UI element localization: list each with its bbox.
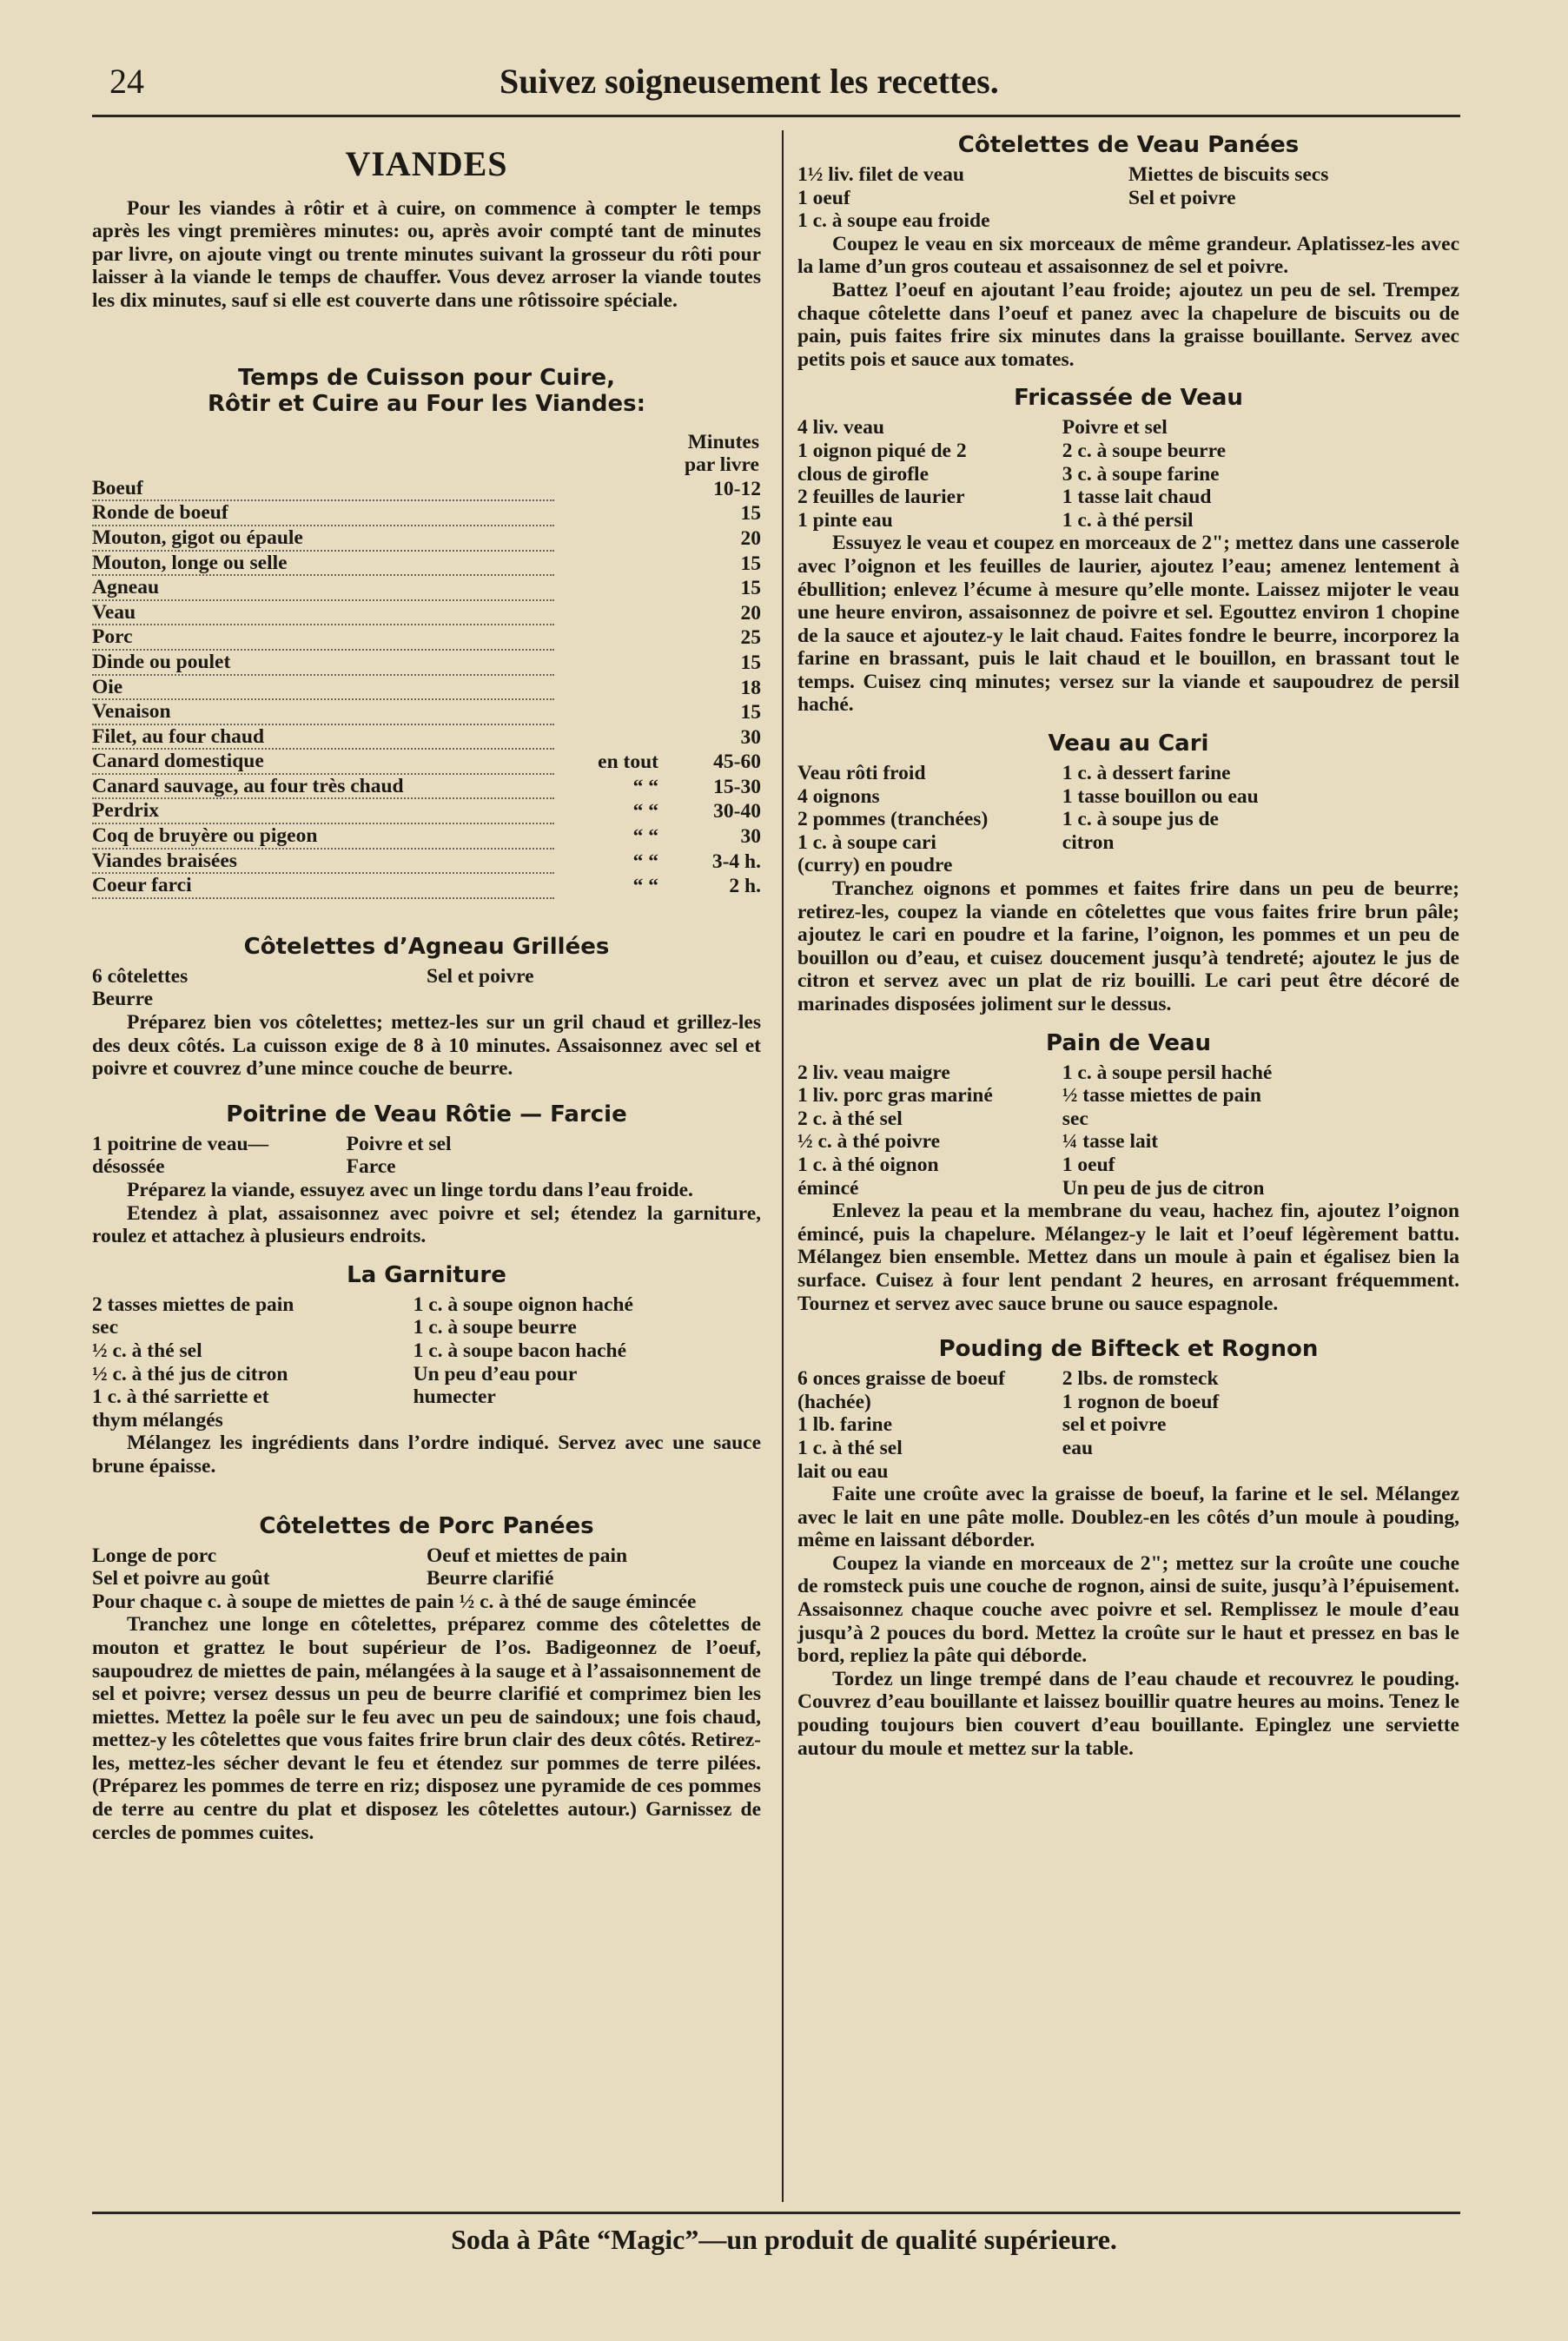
recipe-fricassee [797, 385, 1459, 717]
recipe-poitrine [92, 1101, 761, 1248]
meat-name: Coeur farci [92, 873, 554, 898]
recipe-title: Poitrine de Veau Rôtie — Farcie [226, 1101, 627, 1128]
ingredients-right: 1 c. à dessert farine 1 tasse bouillon ou eau 1 c. à soupe jus de citron [1062, 762, 1259, 854]
ingredients-left: 1½ liv. filet de veau 1 oeuf 1 c. à soupe eau froide [797, 163, 990, 233]
minutes-value: 30-40 [713, 800, 761, 823]
cooking-table-title-1: Temps de Cuisson pour Cuire, [237, 364, 615, 391]
cooking-time-row [92, 798, 761, 823]
ingredients-right: 1 c. à soupe oignon haché 1 c. à soupe beurre 1 c. à soupe bacon haché Un peu d’eau pour humecter [413, 1293, 633, 1409]
recipe-agneau [92, 934, 761, 1081]
recipe-pouding [797, 1336, 1459, 1760]
ingredients-left: 4 liv. veau 1 oignon piqué de 2 clous de girofle 2 feuilles de laurier 1 pinte eau [797, 416, 967, 532]
cooking-time-row [92, 699, 761, 724]
minutes-value: 45-60 [713, 751, 761, 774]
ingredients-full: Pour chaque c. à soupe de miettes de pain ½ c. à thé de sauge émincée [92, 1590, 697, 1613]
meat-name: Viandes braisées [92, 849, 554, 874]
ingredients-right: Oeuf et miettes de pain Beurre clarifié [427, 1544, 628, 1590]
page-number: 24 [109, 62, 144, 101]
recipe-paragraph: Etendez à plat, assaisonnez avec poivre et sel; étendez la garniture, roulez et attachez à plusieurs endroits. [92, 1201, 761, 1248]
column-divider [782, 130, 784, 2202]
meat-name: Agneau [92, 575, 554, 600]
recipe-title: Fricassée de Veau [1014, 385, 1243, 412]
meat-name: Perdrix [92, 798, 554, 823]
time-note [554, 600, 665, 625]
minutes-value: 25 [740, 626, 761, 650]
minutes-value: 15 [740, 552, 761, 575]
time-note [554, 477, 665, 501]
minutes-value: 18 [740, 676, 761, 699]
cooking-time-row [92, 823, 761, 849]
ingredients-right: Sel et poivre [427, 964, 534, 988]
meat-name: Filet, au four chaud [92, 724, 554, 750]
recipe-paragraph: Enlevez la peau et la membrane du veau, hachez fin, ajoutez l’oignon émincé, puis la chapelure. Mélangez-y le lait et l’oeuf légèrement battu. Mélangez bien ensemble. Mettez dans un moule à pain et égalisez bien la surface. Cuisez à four lent pendant 2 heures, en arrosant fréquemment. Tournez et servez avec sauce brune ou sauce espagnole. [797, 1200, 1459, 1315]
cooking-time-row [92, 477, 761, 501]
recipe-veau-panees [797, 132, 1459, 371]
minutes-value: 2 h. [729, 875, 761, 898]
cooking-time-row [92, 650, 761, 675]
recipe-paragraph: Tranchez oignons et pommes et faites frire dans un peu de beurre; retirez-les, coupez la viande en côtelettes que vous faites frire brun pâle; ajoutez le cari en poudre et la farine, l’oignon, les pommes et un peu de bouillon ou d’eau, et cuisez doucement jusqu’à tendreté; ajoutez le jus de citron et servez avec un plat de riz bouilli. Le cari peut être décoré de marinades disposées joliment sur le dessus. [797, 877, 1459, 1015]
ingredient-list [92, 1133, 761, 1179]
time-note [554, 625, 665, 650]
ingredients-left: 2 liv. veau maigre 1 liv. porc gras mariné 2 c. à thé sel ½ c. à thé poivre 1 c. à thé oignon émincé [797, 1061, 993, 1200]
cooking-time-row [92, 675, 761, 700]
cooking-time-row [92, 500, 761, 526]
cooking-time-row [92, 873, 761, 898]
recipe-paragraph: Tranchez une longe en côtelettes, préparez comme des côtelettes de mouton et grattez le bout supérieur de l’os. Badigeonnez de l’oeuf, saupoudrez de miettes de pain, mélangées à la sauge et à l’assaisonnement de sel et poivre; versez dessus un peu de beurre clarifié et comprimez bien les miettes. Mettez la poêle sur le feu avec un peu de saindoux; une fois chaud, mettez-y les côtelettes que vous faites frire brun clair des deux côtés. Retirez-les, mettez-les sécher devant le feu et étendez sur pommes de terre pilées. (Préparez les pommes de terre en riz; disposez une pyramide de ces pommes de terre au centre du plat et disposez les côtelettes autour.) Garnissez de cercles de pommes cuites. [92, 1613, 761, 1844]
recipe-paragraph: Mélangez les ingrédients dans l’ordre indiqué. Servez avec une sauce brune épaisse. [92, 1432, 761, 1478]
ingredient-list [797, 1061, 1459, 1200]
ingredient-list [797, 1367, 1459, 1483]
recipe-title: Pouding de Bifteck et Rognon [938, 1336, 1319, 1363]
time-note [554, 575, 665, 600]
running-header: Suivez soigneusement les recettes. [500, 62, 999, 101]
recipe-paragraph: Tordez un linge trempé dans de l’eau chaude et recouvrez le pouding. Couvrez d’eau bouillante et laissez bouillir quatre heures au moins. Tenez le pouding toujours bien couvert d’eau bouillante. Epinglez une serviette autour du moule et mettez sur la table. [797, 1667, 1459, 1760]
meat-name: Oie [92, 675, 554, 700]
meat-name: Coq de bruyère ou pigeon [92, 823, 554, 849]
section-title-viandes: VIANDES [345, 144, 508, 183]
meat-name: Venaison [92, 699, 554, 724]
cooking-time-row [92, 774, 761, 799]
meat-name: Dinde ou poulet [92, 650, 554, 675]
recipe-porc [92, 1513, 761, 1845]
ingredients-left: Longe de porc Sel et poivre au goût [92, 1544, 270, 1590]
recipe-title: Côtelettes d’Agneau Grillées [243, 933, 610, 960]
left-column [92, 130, 761, 1844]
cooking-time-row [92, 625, 761, 650]
ingredients-left: Veau rôti froid 4 oignons 2 pommes (tranchées) 1 c. à soupe cari (curry) en poudre [797, 762, 989, 877]
cooking-time-row [92, 724, 761, 750]
cooking-time-section [92, 365, 761, 899]
recipe-title: Pain de Veau [1045, 1029, 1212, 1056]
time-note [554, 699, 665, 724]
ingredient-list [92, 965, 761, 1011]
recipe-title: Veau au Cari [1048, 731, 1209, 757]
recipe-title: Côtelettes de Porc Panées [259, 1512, 594, 1539]
time-note [554, 650, 665, 675]
cooking-time-table [92, 477, 761, 899]
ingredient-list [92, 1293, 761, 1432]
minutes-value: 15 [740, 502, 761, 526]
cooking-time-row [92, 849, 761, 874]
minutes-value: 3-4 h. [711, 850, 761, 873]
ingredient-list [797, 762, 1459, 877]
ingredients-right: 2 lbs. de romsteck 1 rognon de boeuf sel et poivre eau [1062, 1367, 1220, 1459]
time-note [554, 724, 665, 750]
minutes-value: 30 [740, 825, 761, 849]
time-note [554, 526, 665, 551]
time-note: en tout [598, 751, 658, 774]
recipe-paragraph: Battez l’oeuf en ajoutant l’eau froide; ajoutez un peu de sel. Trempez chaque côtelette dans l’oeuf et panez avec la chapelure de biscuits ou de pain, puis faites frire six minutes dans la graisse bouillante. Servez avec petits pois et sauce aux tomates. [797, 278, 1459, 371]
ingredients-right: Poivre et sel Farce [346, 1132, 452, 1179]
meat-name: Mouton, gigot ou épaule [92, 526, 554, 551]
ingredient-list [92, 1544, 761, 1590]
time-note [554, 551, 665, 576]
ingredients-left: 2 tasses miettes de pain sec ½ c. à thé sel ½ c. à thé jus de citron 1 c. à thé sarriette et thym mélangés [92, 1293, 294, 1432]
time-note: “ “ [632, 875, 658, 898]
cooking-table-head-1: Minutes [687, 430, 759, 453]
recipe-garniture [92, 1262, 761, 1478]
cooking-table-head-2: par livre [685, 453, 759, 477]
minutes-value: 10-12 [713, 477, 761, 500]
recipe-title: Côtelettes de Veau Panées [957, 132, 1300, 158]
minutes-value: 15 [740, 701, 761, 724]
right-column [797, 132, 1459, 1760]
cooking-time-row [92, 551, 761, 576]
footer-slogan: Soda à Pâte “Magic”—un produit de qualité supérieure. [451, 2224, 1117, 2255]
cooking-time-row [92, 600, 761, 625]
cooking-time-row [92, 749, 761, 774]
meat-name: Mouton, longe ou selle [92, 551, 554, 576]
cooking-time-row [92, 526, 761, 551]
recipe-paragraph: Essuyez le veau et coupez en morceaux de 2"; mettez dans une casserole avec l’oignon et les feuilles de laurier, ajoutez l’eau; amenez lentement à ébullition; enlevez l’écume à mesure qu’elle monte. Laissez mijoter le veau une heure environ, assaisonnez de poivre et sel. Egouttez environ 1 chopine de la sauce et ajoutez-y le lait chaud. Faites fondre le beurre, incorporez la farine en brassant, puis le lait chaud et le bouillon, en brassant tout le temps. Cuisez cinq minutes; versez sur la viande et saupoudrez de persil haché. [797, 532, 1459, 717]
meat-name: Canard sauvage, au four très chaud [92, 774, 554, 799]
ingredients-right: 1 c. à soupe persil haché ½ tasse miettes de pain sec ¼ tasse lait 1 oeuf Un peu de jus de citron [1062, 1061, 1273, 1200]
ingredient-list [797, 416, 1459, 532]
viandes-intro: Pour les viandes à rôtir et à cuire, on commence à compter le temps après les vingt premières minutes: ou, après avoir compté tant de minutes par livre, on ajoute vingt ou trente minutes suivant la grosseur du rôti pour laisser à la viande le temps de chauffer. Vous devez arroser la viande toutes les dix minutes, sauf si elle est couverte dans une rôtissoire spéciale. [92, 196, 761, 312]
recipe-cari [797, 731, 1459, 1016]
time-note: “ “ [632, 825, 658, 849]
meat-name: Boeuf [92, 477, 554, 501]
minutes-value: 20 [740, 601, 761, 625]
recipe-pain [797, 1030, 1459, 1316]
meat-name: Veau [92, 600, 554, 625]
recipe-paragraph: Faite une croûte avec la graisse de boeuf, la farine et le sel. Mélangez avec le lait en une pâte molle. Doublez-en les côtés d’un moule à pouding, même en laissant déborder. [797, 1483, 1459, 1552]
cooking-time-row [92, 575, 761, 600]
minutes-value: 20 [740, 526, 761, 550]
minutes-value: 15-30 [713, 775, 761, 798]
time-note [554, 675, 665, 700]
recipe-title: La Garniture [347, 1261, 506, 1288]
ingredients-left: 6 côtelettes Beurre [92, 964, 189, 1011]
minutes-value: 30 [740, 725, 761, 749]
ingredients-left: 6 onces graisse de boeuf (hachée) 1 lb. farine 1 c. à thé sel lait ou eau [797, 1367, 1005, 1483]
time-note: “ “ [632, 850, 658, 873]
recipe-paragraph: Préparez la viande, essuyez avec un linge tordu dans l’eau froide. [127, 1179, 693, 1201]
ingredients-right: Poivre et sel 2 c. à soupe beurre 3 c. à soupe farine 1 tasse lait chaud 1 c. à thé persil [1062, 416, 1227, 532]
meat-name: Canard domestique [92, 749, 554, 774]
recipe-paragraph: Coupez la viande en morceaux de 2"; mettez sur la croûte une couche de romsteck puis une couche de rognon, ainsi de suite, jusqu’à l’épuisement. Assaisonnez chaque couche avec poivre et sel. Remplissez le moule d’eau jusqu’à 2 pouces du bord. Mettez la croûte sur le haut et pressez en bas le bord, repliez la pâte qui déborde. [797, 1551, 1459, 1668]
minutes-value: 15 [740, 577, 761, 600]
minutes-value: 15 [740, 651, 761, 674]
header-rule [92, 115, 1460, 117]
time-note [554, 500, 665, 526]
recipe-paragraph: Préparez bien vos côtelettes; mettez-les sur un gril chaud et grillez-les des deux côtés. La cuisson exige de 8 à 10 minutes. Assaisonnez avec sel et poivre et couvrez d’une mince couche de beurre. [92, 1011, 761, 1081]
ingredient-list [797, 163, 1459, 233]
recipe-paragraph: Coupez le veau en six morceaux de même grandeur. Aplatissez-les avec la lame d’un gros couteau et assaisonnez de sel et poivre. [797, 232, 1459, 279]
ingredients-left: 1 poitrine de veau— désossée [92, 1132, 269, 1179]
ingredients-right: Miettes de biscuits secs Sel et poivre [1128, 163, 1329, 209]
cooking-table-title-2: Rôtir et Cuire au Four les Viandes: [207, 390, 646, 417]
footer-rule [92, 2212, 1460, 2214]
time-note: “ “ [632, 775, 658, 798]
meat-name: Ronde de boeuf [92, 500, 554, 526]
meat-name: Porc [92, 625, 554, 650]
time-note: “ “ [632, 800, 658, 823]
